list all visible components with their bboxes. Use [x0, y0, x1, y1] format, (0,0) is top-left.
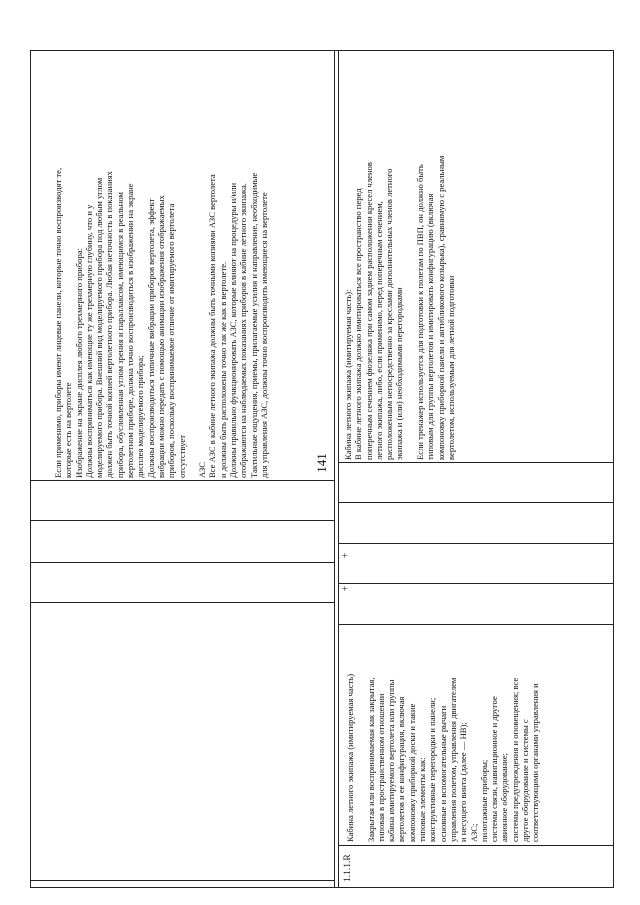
bottom-row-left-text: Кабина летного экипажа (имитируемая часть) Закрытая или воспринимаемая как закрытая, типовая в пространственном отношении кабина имитируемого вертолета или группы вертолетов и ее конфигурация, включая компоновку приборной доски и такие типовые элементы как: конструктивные перегородки и панели; основные и вспомогательные рычаги управления полетом, управления двигателем и несущего винта (далее — НВ); АЗС; пилотажные приборы; системы связи, навигационное и другое авионное оборудование; системы предупреждения и оповещения; все другое оборудование и системы с соответствующими органами управления и — [345, 673, 541, 842]
column-separator — [338, 583, 613, 584]
check-mark-plus: + — [340, 552, 352, 559]
check-mark-plus: + — [340, 585, 352, 592]
column-separator — [338, 845, 613, 846]
page-number: 141 — [313, 453, 329, 473]
row-separator-inner — [338, 50, 339, 888]
column-separator — [30, 562, 334, 563]
row-separator — [334, 50, 335, 888]
table-border-bottom — [30, 887, 614, 888]
table-border-top — [30, 50, 614, 51]
table-border-right — [613, 50, 614, 888]
column-separator — [30, 520, 334, 521]
top-row-text: Если применимо, приборы имеют лицевые панели, которые точно воспроизводят те, которые есть на вертолете Изображение на экране дисплея любого трехмерного прибора: Должны восприниматься как имеющие ту же трехмерную глубину, что и у моделируемого прибора. Внешний вид моделируемого прибора под любым углом должен быть точной копией вертолетного прибора. Любая неточность в показаниях прибора, обусловленная углом зрения и параллаксом, имеющимся в реальном вертолетном приборе, должна точно воспроизводиться в изображении на экране дисплея моделируемого прибора; Должны воспроизводиться типичные вибрации приборов вертолета, эффект вибрации можно передать с помощью анимации изображения отображаемых приборов, поскольку воспринимаемое отличие от имитируемого вертолета отсутствует АЗС Все АЗС в кабине летного экипажа должны быть точными копиями АЗС вертолета и должны быть расположены точно так же как в вертолете. Должны правильно функционировать АЗС, которые влияют на процедуры и/или отображаются на наблюдаемых показаниях приборов в кабине летного экипажа. Тактильные ощущения, приемы, прилагаемые усилия и направление, необходимые для управления АЗС, должны точно воспроизводить имеющиеся на вертолете — [53, 167, 269, 478]
column-separator — [338, 502, 613, 503]
bottom-row-right-text: Кабина летного экипажа (имитируемая часть): В кабине летного экипажа должно имитироваться все пространство перед поперечным сечением фюзеляжа при самом заднем расположении кресел членов летного экипажа, либо, если применимо, перед поперечным сечением, расположенным непосредственно за креслами дополнительных членов летного экипажа и (или) необходимыми перегородками Если тренажер используется для подготовки к полетам по ПВП, он должно быть типовым для группы вертолетов и имитировать конфигурацию (включая компоновку приборной панели и антибликового козырька), сравнимую с реальным вертолетом, используемым для летной подготовки — [343, 155, 456, 460]
column-separator — [30, 602, 334, 603]
column-separator — [30, 480, 334, 481]
column-separator — [338, 543, 613, 544]
column-separator — [30, 880, 334, 881]
section-code: 1.1.1.R — [343, 854, 353, 882]
table-border-left — [30, 50, 31, 888]
column-separator — [338, 624, 613, 625]
column-separator — [338, 462, 613, 463]
